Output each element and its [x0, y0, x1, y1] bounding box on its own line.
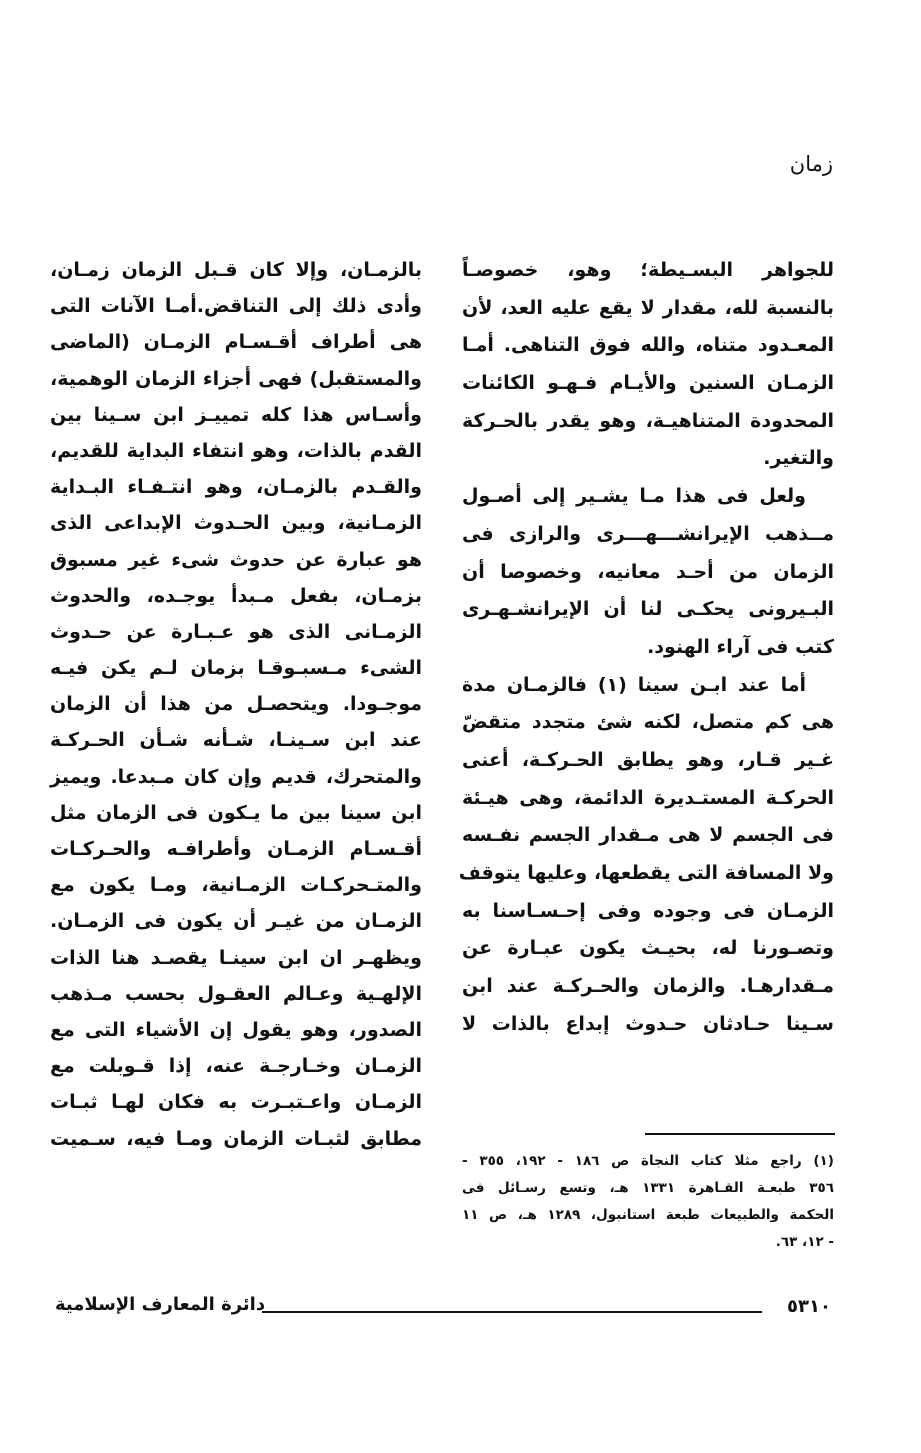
text-line: فى الجسم لا هى مـقدار الجسم نفـسه	[462, 824, 834, 847]
text-line: والمستقبل) فهى أجزاء الزمان الوهمية،	[50, 367, 422, 390]
right-column	[458, 252, 834, 1043]
page-header-title: زمان	[789, 152, 833, 176]
footnote-line: ٣٥٦ طبعـة القـاهرة ١٣٣١ هـ، وتسع رسـائل فى	[462, 1180, 835, 1196]
text-line: أما عند ابـن سينا (١) فالزمـان مدة	[462, 673, 806, 696]
footer-divider	[262, 1311, 762, 1313]
footnote-divider	[645, 1133, 835, 1135]
text-line: الزمـان فى وجوده وفى إحـسـاسنا به	[462, 899, 834, 922]
text-line: والمتـحركـات الزمـانية، ومـا يكون مع	[50, 874, 422, 897]
text-line: الشىء مـسبـوقـا بزمان لـم يكن فيـه	[50, 657, 422, 680]
text-line: بالنسبة لله، مقدار لا يقع عليه العد، لأن	[462, 296, 834, 319]
text-line: ويظهـر ان ابن سينـا يقصـد هنا الذات	[50, 946, 422, 969]
text-line: أقـسـام الزمـان وأطرافـه والحـركـات	[50, 838, 422, 860]
text-line: هو عبارة عن حدوث شىء غير مسبوق	[50, 548, 422, 571]
text-line: ولعل فى هذا مـا يشـير إلى أصـول	[462, 485, 806, 508]
text-line: للجواهر البسـيطة؛ وهو، خصوصـاً	[462, 259, 834, 281]
text-line: عند ابن سـينـا، شـأنه شـأن الحـركـة	[50, 729, 422, 752]
text-line: الزمـان من غيـر أن يكون فى الزمـان.	[50, 910, 422, 933]
page-number: ٥٣١٠	[787, 1296, 831, 1317]
text-line: هى أطراف أقـسـام الزمـان (الماضى	[50, 331, 422, 354]
text-line: والقـدم بالزمـان، وهو انتـفـاء البـداية	[50, 476, 422, 499]
text-line: موجـودا. ويتحصـل من هذا أن الزمان	[50, 693, 422, 716]
text-line: الزمان من أحـد معانيه، وخصوصا أن	[462, 560, 834, 583]
text-line: البـيرونى يحكـى لنا أن الإيرانشـهـرى	[462, 598, 834, 621]
footnote-line: (١) راجع مثلا كتاب النجاة ص ١٨٦ - ١٩٢، ٣٥٥ -	[462, 1153, 834, 1169]
text-line: القدم بالذات، وهو انتفاء البداية للقديم،	[50, 439, 422, 462]
text-line: وتصـورنا له، بحيـث يكون عبـارة عن	[462, 937, 834, 960]
text-line: ولا المسافة التى يقطعها، وعليها يتوقف	[458, 862, 834, 884]
text-line: المحدودة المتناهيـة، وهو يقدر بالحـركة	[462, 409, 834, 432]
text-line: بالزمـان، وإلا كان قـبل الزمان زمـان،	[50, 259, 422, 281]
text-line: سـينا حـادثان حـدوث إبداع بالذات لا	[462, 1012, 834, 1035]
publication-name: دائرة المعارف الإسلامية	[55, 1294, 266, 1315]
text-line: الزمـانية، وبين الحـدوث الإبداعى الذى	[50, 512, 422, 535]
text-line: كتب فى آراء الهنود.	[647, 635, 834, 658]
text-line: الزمـان السنين والأيـام فـهـو الكائنات	[462, 372, 834, 395]
text-line: هى كم متصل، لكنه شئ متجدد متقضّ	[462, 711, 834, 734]
text-line: مــذهب الإيرانشـــهـــرى والرازى فى	[462, 522, 834, 545]
text-line: المعـدود متناه، والله فوق التناهى. أمـا	[462, 334, 834, 357]
text-line: والمتحرك، قديم وإن كان مـبدعا. ويميز	[50, 765, 422, 788]
text-line: بزمـان، بفعل مـبدأ يوجـده، والحدوث	[50, 584, 422, 607]
text-line: مـقدارهـا. والزمان والحـركـة عند ابن	[462, 975, 834, 998]
text-line: الزمـان واعـتبـرت به فكان لهـا ثبـات	[50, 1091, 422, 1114]
text-line: والتغير.	[763, 447, 834, 470]
left-column	[50, 252, 422, 1157]
text-line: الزمـانى الذى هو عـبـارة عن حـدوث	[50, 620, 422, 643]
footnote	[462, 1148, 834, 1256]
text-line: ابن سينا بين ما يـكون فى الزمان مثل	[50, 801, 422, 824]
text-line: الزمـان وخـارجـة عنه، إذا قـوبلت مع	[50, 1055, 422, 1078]
text-line: الحركـة المستـديرة الدائمة، وهى هيـئة	[462, 786, 834, 809]
text-line: وأسـاس هذا كله تمييـز ابن سـينا بين	[50, 403, 422, 426]
footnote-line: الحكمة والطبيعات طبعة استانبول، ١٢٨٩ هـ، ص ١١	[462, 1207, 834, 1223]
footnote-line: - ١٢، ٦٣.	[775, 1234, 834, 1250]
text-line: غـير قـار، وهو يطابق الحـركـة، أعنى	[462, 748, 834, 771]
text-line: الإلهـية وعـالم العقـول بحسب مـذهب	[50, 982, 422, 1005]
text-line: وأدى ذلك إلى التناقض.أمـا الآنات التى	[50, 295, 422, 318]
text-line: الصدور، وهو يقول إن الأشياء التى مع	[50, 1018, 422, 1041]
text-line: مطابق لثبـات الزمان ومـا فيه، سـميت	[50, 1127, 422, 1150]
